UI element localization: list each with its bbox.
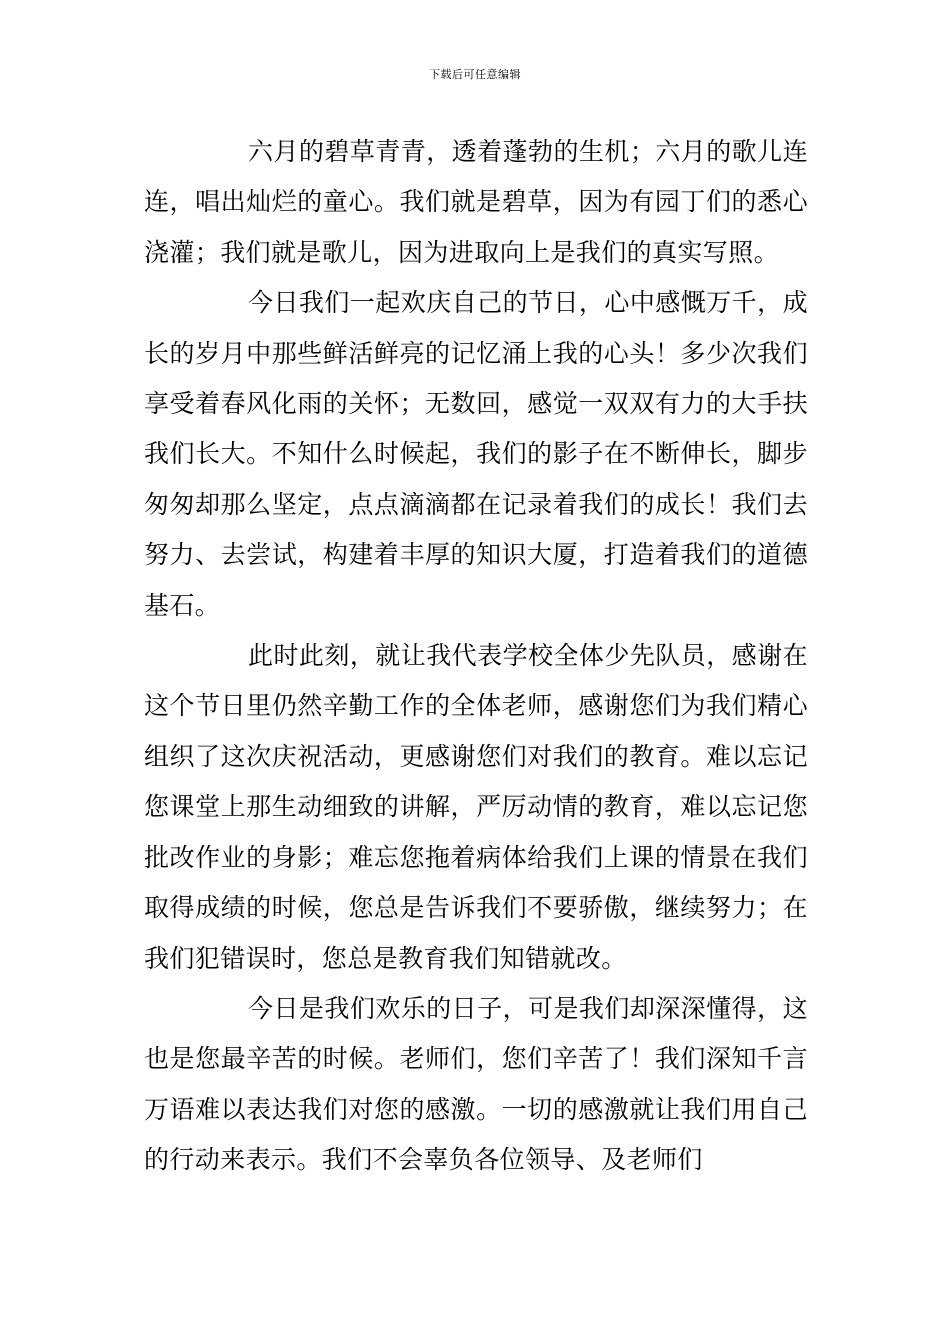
paragraph-2: 今日我们一起欢庆自己的节日，心中感慨万千，成长的岁月中那些鲜活鲜亮的记忆涌上我的心头！多少次我们享受着春风化雨的关怀；无数回，感觉一双双有力的大手扶我们长大。不知什么时候起，我们的影子在不断伸长，脚步匆匆却那么坚定，点点滴滴都在记录着我们的成长！我们去努力、去尝试，构建着丰厚的知识大厦，打造着我们的道德基石。 (144, 288, 808, 620)
document-body (144, 127, 808, 1186)
paragraph-4: 今日是我们欢乐的日子，可是我们却深深懂得，这也是您最辛苦的时候。老师们，您们辛苦了！我们深知千言万语难以表达我们对您的感激。一切的感激就让我们用自己的行动来表示。我们不会辜负各位领导、及老师们 (144, 993, 808, 1175)
paragraph-1: 六月的碧草青青，透着蓬勃的生机；六月的歌儿连连，唱出灿烂的童心。我们就是碧草，因为有园丁们的悉心浇灌；我们就是歌儿，因为进取向上是我们的真实写照。 (144, 137, 808, 267)
paragraph-3: 此时此刻，就让我代表学校全体少先队员，感谢在这个节日里仍然辛勤工作的全体老师，感谢您们为我们精心组织了这次庆祝活动，更感谢您们对我们的教育。难以忘记您课堂上那生动细致的讲解，严厉动情的教育，难以忘记您批改作业的身影；难忘您拖着病体给我们上课的情景在我们取得成绩的时候，您总是告诉我们不要骄傲，继续努力；在我们犯错误时，您总是教育我们知错就改。 (144, 641, 808, 973)
page-header: 下载后可任意编辑 (429, 68, 521, 81)
